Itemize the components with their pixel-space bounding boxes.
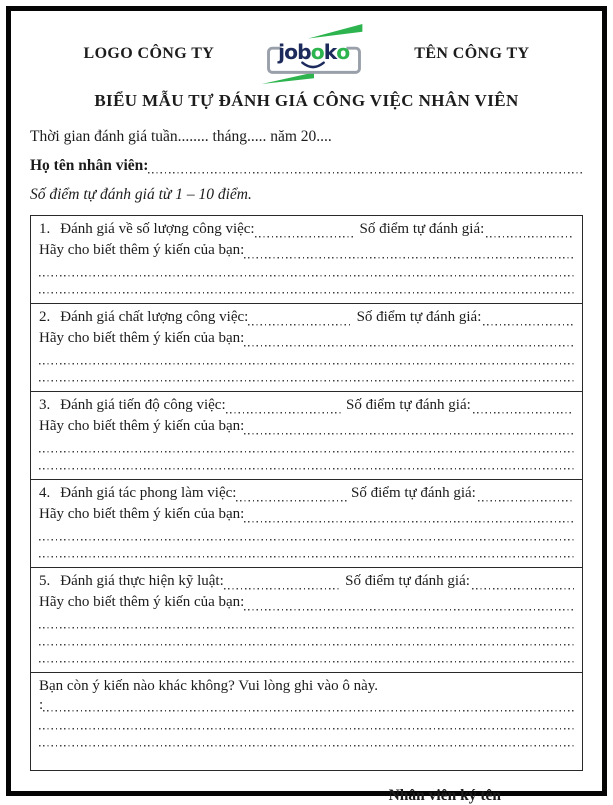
score-label: Số điểm tự đánh giá: [356,309,482,325]
dotted-blank-line [39,278,574,295]
form-title: BIỂU MẪU TỰ ĐÁNH GIÁ CÔNG VIỆC NHÂN VIÊN [94,91,519,110]
comment-dotted-fill [244,598,574,613]
dotted-blank-line [39,731,574,748]
item-number: 2. [39,309,51,325]
dotted-blank-line [39,454,574,471]
comment-line [39,592,574,613]
dotted-blank-line [39,349,574,366]
score-dotted-fill [473,401,574,416]
item-label: Đánh giá tiến độ công việc: [60,397,226,413]
comment-dotted-fill [244,246,574,261]
evaluation-item-line [39,219,574,240]
evaluation-item-line [39,571,574,592]
other-comments-extra-lines [39,714,574,748]
other-comments-row [31,673,582,770]
item-label: Đánh giá về số lượng công việc: [60,221,255,237]
employee-name-fill-line [148,161,583,176]
score-label: Số điểm tự đánh giá: [345,573,470,589]
item-label: Đánh giá tác phong làm việc: [60,485,237,501]
dotted-blank-line [39,261,574,278]
dotted-blank-line [39,647,574,664]
evaluation-row [31,480,582,568]
dotted-blank-line [39,630,574,647]
evaluation-row [31,304,582,392]
score-dotted-fill [472,577,574,592]
item-number: 4. [39,485,51,501]
comment-label: Hãy cho biết thêm ý kiến của bạn: [39,242,245,258]
document-header [30,23,583,85]
company-logo-placeholder-label: LOGO CÔNG TY [83,45,215,62]
logo-wordmark: joboko [278,39,350,64]
evaluation-time-line: Thời gian đánh giá tuần........ tháng..... năm 20.... [30,128,332,145]
employee-name-line [30,155,583,176]
evaluation-row [31,392,582,480]
logo-top-swoosh-icon [308,24,362,39]
item-dotted-fill [248,313,352,328]
score-dotted-fill [483,313,574,328]
evaluation-item-line [39,307,574,328]
item-number: 1. [39,221,51,237]
item-number: 3. [39,397,51,413]
comment-label: Hãy cho biết thêm ý kiến của bạn: [39,594,245,610]
comment-line [39,328,574,349]
employee-name-label: Họ tên nhân viên: [30,157,149,174]
dotted-blank-line [39,525,574,542]
other-comments-question-line [39,676,574,697]
document-page [6,6,607,804]
score-dotted-fill [486,225,574,240]
score-label: Số điểm tự đánh giá: [359,221,485,237]
comment-dotted-fill [244,510,574,525]
comment-line [39,416,574,437]
evaluation-row [31,216,582,304]
colon-prefix: : [39,697,44,713]
item-dotted-fill [226,401,342,416]
evaluation-item-line [39,395,574,416]
comment-line [39,504,574,525]
joboko-logo [258,24,370,84]
employee-signature-label: Nhân viên ký tên [388,787,501,804]
score-label: Số điểm tự đánh giá: [346,397,471,413]
item-number: 5. [39,573,51,589]
evaluation-table [30,215,583,771]
comment-dotted-fill [244,334,574,349]
dotted-blank-line [39,542,574,559]
comment-dotted-fill [244,422,574,437]
item-dotted-fill [224,577,341,592]
score-label: Số điểm tự đánh giá: [351,485,476,501]
dotted-blank-line [39,366,574,383]
comment-line [39,240,574,261]
evaluation-item-line [39,483,574,504]
logo-bottom-swoosh-icon [262,72,314,84]
dotted-blank-line [39,613,574,630]
score-range-note: Số điểm tự đánh giá từ 1 – 10 điểm. [30,186,252,203]
company-name-placeholder-label: TÊN CÔNG TY [414,45,530,62]
dotted-blank-line [39,714,574,731]
item-dotted-fill [236,489,347,504]
comment-label: Hãy cho biết thêm ý kiến của bạn: [39,506,245,522]
comment-label: Hãy cho biết thêm ý kiến của bạn: [39,418,245,434]
dotted-fill-line [43,699,574,714]
item-dotted-fill [255,225,356,240]
dotted-blank-line [39,437,574,454]
item-label: Đánh giá thực hiện kỹ luật: [60,573,224,589]
comment-label: Hãy cho biết thêm ý kiến của bạn: [39,330,245,346]
score-dotted-fill [478,489,574,504]
evaluation-row [31,568,582,673]
other-comments-first-line [39,697,574,714]
other-comments-question: Bạn còn ý kiến nào khác không? Vui lòng ghi vào ô này. [39,678,379,694]
item-label: Đánh giá chất lượng công việc: [60,309,249,325]
